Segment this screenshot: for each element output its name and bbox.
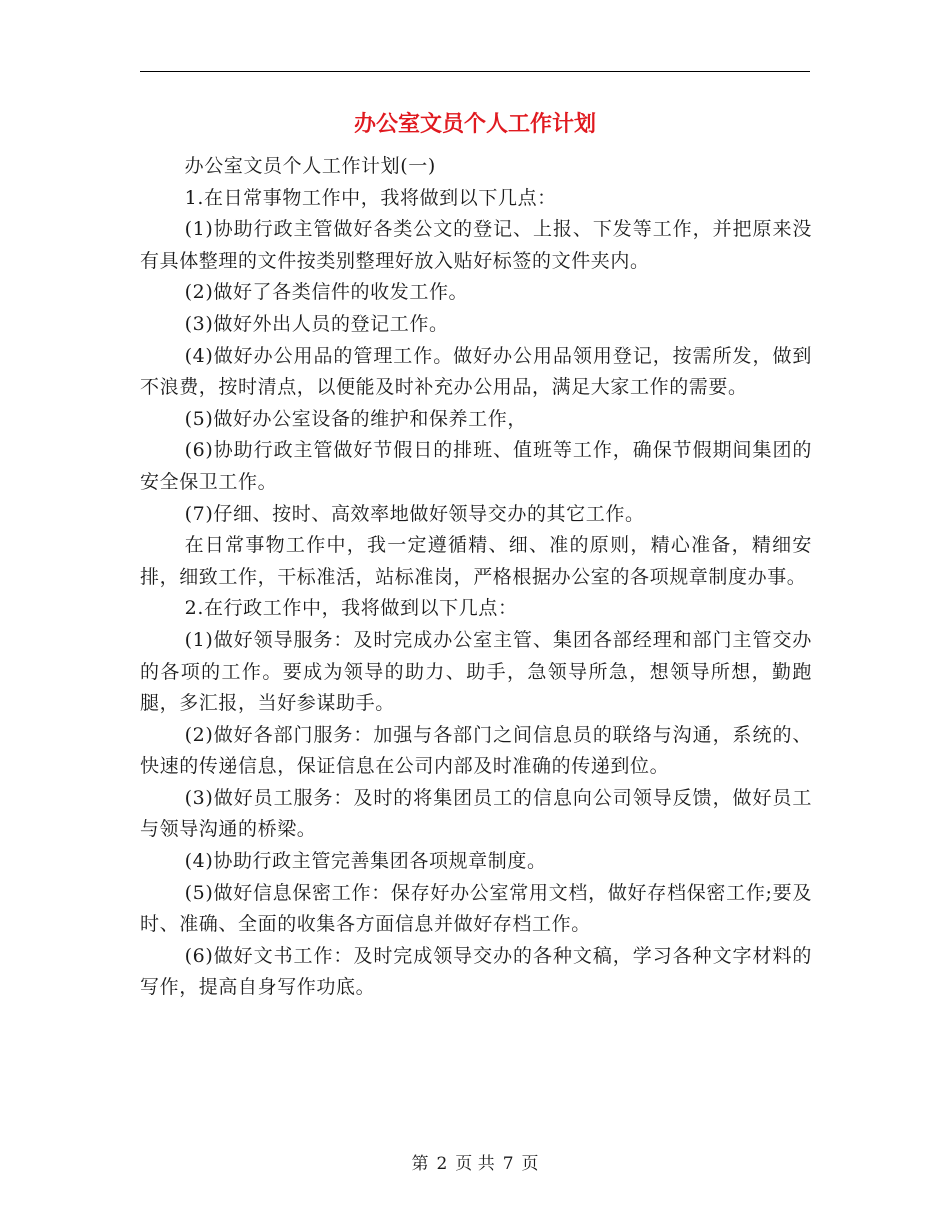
paragraph: (1)协助行政主管做好各类公文的登记、上报、下发等工作，并把原来没有具体整理的文件按类别整理好放入贴好标签的文件夹内。 [140,218,812,272]
document-title: 办公室文员个人工作计划 [353,112,596,137]
footer-prefix: 第 [411,1154,429,1174]
paragraph: 办公室文员个人工作计划(一) [184,155,436,177]
paragraph: (6)做好文书工作：及时完成领导交办的各种文稿，学习各种文字材料的写作，提高自身写作功底。 [140,944,812,999]
document-body [140,151,812,1004]
footer-suffix: 页 [521,1154,539,1174]
header-rule [140,71,810,72]
paragraph: (4)协助行政主管完善集团各项规章制度。 [184,850,547,873]
paragraph: 1.在日常事物工作中，我将做到以下几点： [184,186,557,209]
paragraph: (5)做好办公室设备的维护和保养工作， [184,407,527,430]
page-footer [0,1152,950,1176]
footer-middle: 页 共 [455,1154,495,1174]
paragraph: 在日常事物工作中，我一定遵循精、细、准的原则，精心准备，精细安排，细致工作，干标准活，站标准岗，严格根据办公室的各项规章制度办事。 [140,534,812,588]
paragraph: (6)协助行政主管做好节假日的排班、值班等工作，确保节假期间集团的安全保卫工作。 [140,439,812,493]
paragraph: (3)做好员工服务：及时的将集团员工的信息向公司领导反馈，做好员工与领导沟通的桥梁。 [140,786,812,841]
paragraph: (7)仔细、按时、高效率地做好领导交办的其它工作。 [184,502,645,525]
footer-current-page: 2 [436,1154,448,1174]
paragraph: (1)做好领导服务：及时完成办公室主管、集团各部经理和部门主管交办的各项的工作。要成为领导的助力、助手，急领导所急，想领导所想，勤跑腿，多汇报，当好参谋助手。 [140,628,812,715]
paragraph: (4)做好办公用品的管理工作。做好办公用品领用登记，按需所发，做到不浪费，按时清点，以便能及时补充办公用品，满足大家工作的需要。 [140,344,812,399]
paragraph: (3)做好外出人员的登记工作。 [184,312,449,335]
paragraph: 2.在行政工作中，我将做到以下几点： [184,597,518,620]
paragraph: (2)做好各部门服务：加强与各部门之间信息员的联络与沟通，系统的、快速的传递信息，保证信息在公司内部及时准确的传递到位。 [140,723,812,778]
paragraph: (2)做好了各类信件的收发工作。 [184,281,469,304]
paragraph: (5)做好信息保密工作：保存好办公室常用文档，做好存档保密工作;要及时、准确、全面的收集各方面信息并做好存档工作。 [140,881,812,936]
footer-total-pages: 7 [502,1154,514,1174]
